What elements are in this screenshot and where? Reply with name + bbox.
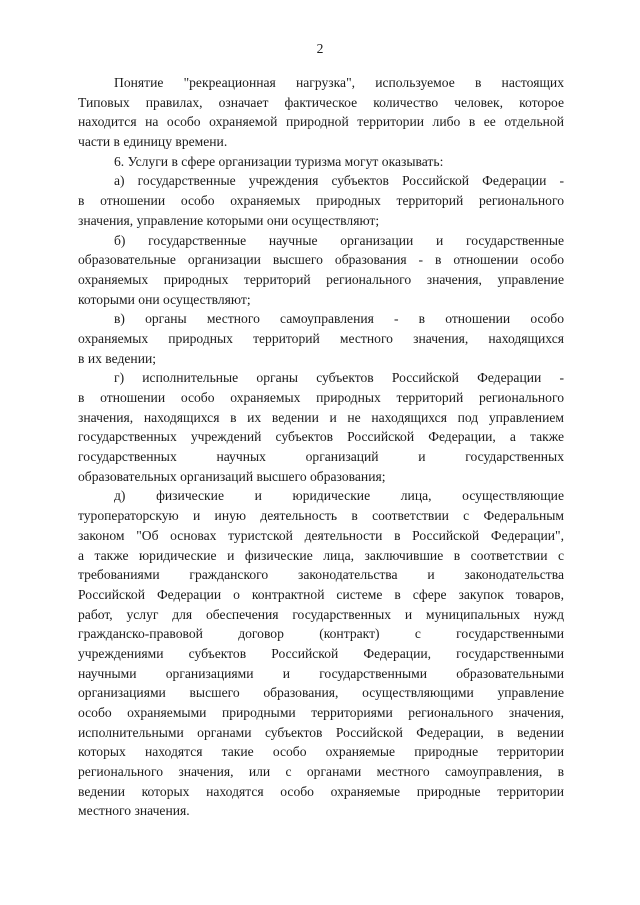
text-line: ведении которых находятся особо охраняемые природные территории <box>78 783 564 799</box>
text-line: учреждениями субъектов Российской Федерации, государственными <box>78 645 564 661</box>
text-line: регионального значения, или с органами местного самоуправления, в <box>78 764 564 780</box>
text-line: в их ведении; <box>78 350 157 366</box>
text-line: значения, управление которыми они осуществляют; <box>78 212 380 228</box>
text-line: а) государственные учреждения субъектов Российской Федерации - <box>114 173 564 189</box>
text-line: находится на особо охраняемой природной территории либо в ее отдельной <box>78 114 564 130</box>
text-line: д) физические и юридические лица, осуществляющие <box>114 488 564 504</box>
text-line: государственных научных организаций и государственных <box>78 449 564 465</box>
text-line: туроператорскую и иную деятельность в соответствии с Федеральным <box>78 508 564 524</box>
document-body <box>78 73 564 821</box>
paragraph-recreational-load <box>78 73 564 152</box>
text-line: гражданско-правовой договор (контракт) с государственными <box>78 626 564 642</box>
text-line: части в единицу времени. <box>78 134 228 150</box>
text-line: значения, находящихся в их ведении и не находящихся под управлением <box>78 409 564 425</box>
text-line: которыми они осуществляют; <box>78 291 251 307</box>
text-line: а также юридические и физические лица, заключившие в соответствии с <box>78 547 564 563</box>
text-line: в отношении особо охраняемых природных территорий регионального <box>78 193 564 209</box>
paragraph-subitem-g <box>78 368 564 486</box>
paragraph-subitem-d <box>78 486 564 821</box>
paragraph-item-6 <box>78 152 564 172</box>
text-line: государственных учреждений субъектов Российской Федерации, а также <box>78 429 564 445</box>
text-line: охраняемых природных территорий регионального значения, управление <box>78 271 564 287</box>
page-number: 2 <box>316 41 324 56</box>
text-line: образовательные организации высшего образования - в отношении особо <box>78 252 564 268</box>
text-line: Типовых правилах, означает фактическое количество человек, которое <box>78 94 564 110</box>
text-line: организациями высшего образования, осуществляющими управление <box>78 685 564 701</box>
text-line: 6. Услуги в сфере организации туризма могут оказывать: <box>114 153 444 169</box>
paragraph-subitem-b <box>78 231 564 310</box>
text-line: работ, услуг для обеспечения государственных и муниципальных нужд <box>78 606 564 622</box>
text-line: охраняемых природных территорий местного значения, находящихся <box>78 330 564 346</box>
text-line: законом "Об основах туристской деятельности в Российской Федерации", <box>78 527 564 543</box>
paragraph-subitem-v <box>78 309 564 368</box>
text-line: г) исполнительные органы субъектов Российской Федерации - <box>114 370 564 386</box>
text-line: требованиями гражданского законодательства и законодательства <box>78 567 564 583</box>
text-line: местного значения. <box>78 803 190 819</box>
text-line: в отношении особо охраняемых природных территорий регионального <box>78 390 564 405</box>
text-line: образовательных организаций высшего образования; <box>78 468 386 484</box>
text-line: в) органы местного самоуправления - в отношении особо <box>114 311 564 327</box>
text-line: Российской Федерации о контрактной системе в сфере закупок товаров, <box>78 586 564 602</box>
text-line: исполнительными органами субъектов Российской Федерации, в ведении <box>78 724 564 740</box>
text-line: б) государственные научные организации и государственные <box>114 232 564 248</box>
text-line: научными организациями и государственными образовательными <box>78 665 564 681</box>
text-line: Понятие "рекреационная нагрузка", используемое в настоящих <box>114 75 564 90</box>
paragraph-subitem-a <box>78 171 564 230</box>
text-line: особо охраняемыми природными территориями регионального значения, <box>78 705 564 720</box>
text-line: которых находятся такие особо охраняемые природные территории <box>78 744 564 760</box>
